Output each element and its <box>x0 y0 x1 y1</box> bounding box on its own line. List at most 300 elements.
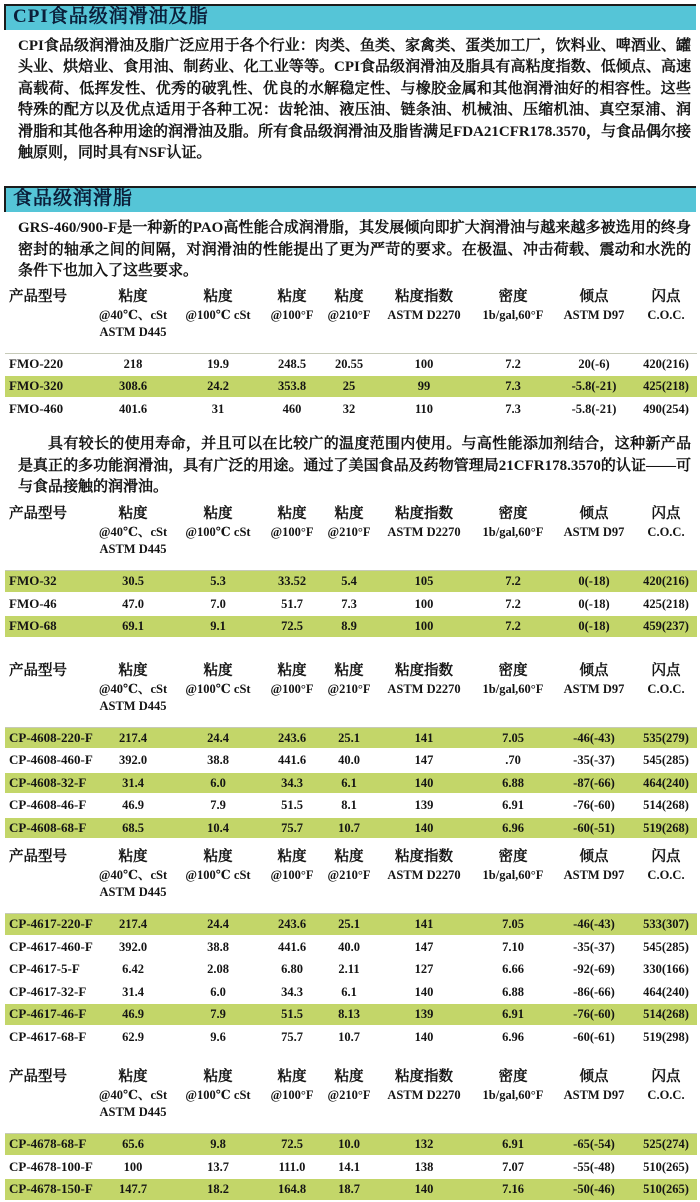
value-cell: 2.11 <box>338 962 360 977</box>
column-header-cell <box>635 698 697 728</box>
column-header-cell <box>175 541 261 571</box>
value-cell: 7.3 <box>505 379 521 394</box>
value-cell: 31.4 <box>122 984 144 999</box>
value-cell: 10.4 <box>207 820 229 835</box>
column-header-cell: 粘度 <box>118 506 148 523</box>
column-header-cell <box>375 884 473 914</box>
value-cell: 441.6 <box>277 753 307 768</box>
value-cell: 514(268) <box>643 798 689 813</box>
column-header-cell: ASTM D2270 <box>387 307 461 322</box>
value-cell: 248.5 <box>277 356 307 371</box>
value-cell: 25 <box>342 379 356 394</box>
value-cell: 140 <box>414 820 434 835</box>
product-model-cell: FMO-320 <box>9 378 64 394</box>
value-cell: 392.0 <box>118 753 148 768</box>
value-cell: 25.1 <box>338 730 360 745</box>
value-cell: -5.8(-21) <box>571 401 617 416</box>
value-cell: 510(265) <box>643 1159 689 1174</box>
column-header-cell <box>553 698 635 728</box>
product-model-cell: CP-4608-68-F <box>9 819 87 835</box>
value-cell: 7.10 <box>502 939 524 954</box>
column-header-cell <box>323 324 375 354</box>
value-cell: 147.7 <box>118 1182 148 1197</box>
column-header-cell: 粘度 <box>334 662 364 679</box>
column-header-cell: @100°F <box>270 307 314 322</box>
column-header-cell: @100℃ cSt <box>185 868 251 883</box>
value-cell: 7.05 <box>502 917 524 932</box>
product-model-cell: FMO-32 <box>9 573 57 589</box>
column-header-cell: @210°F <box>327 525 371 540</box>
column-header-cell: C.O.C. <box>647 525 685 540</box>
value-cell: 72.5 <box>281 1137 303 1152</box>
column-header-cell <box>553 324 635 354</box>
value-cell: 510(265) <box>643 1182 689 1197</box>
table-header-row <box>5 307 697 324</box>
value-cell: 519(268) <box>643 820 689 835</box>
value-cell: -35(-37) <box>573 939 615 954</box>
value-cell: 6.91 <box>502 1007 524 1022</box>
column-header-cell <box>175 324 261 354</box>
column-header-cell: 粘度指数 <box>395 1069 453 1086</box>
value-cell: 425(218) <box>643 596 689 611</box>
column-header-cell <box>473 1104 553 1134</box>
product-model-cell: CP-4608-46-F <box>9 797 87 813</box>
product-model-cell: FMO-68 <box>9 618 57 634</box>
table-row <box>5 398 697 421</box>
value-cell: 110 <box>414 401 434 416</box>
column-header-cell: 闪点 <box>651 662 681 679</box>
value-cell: 139 <box>414 1007 434 1022</box>
product-model-cell: CP-4617-68-F <box>9 1028 87 1044</box>
column-header-cell: 1b/gal,60°F <box>482 525 544 540</box>
value-cell: 34.3 <box>281 775 303 790</box>
value-cell: 6.91 <box>502 1137 524 1152</box>
value-cell: 140 <box>414 1182 434 1197</box>
value-cell: 7.9 <box>210 798 226 813</box>
value-cell: 31 <box>211 401 225 416</box>
column-header-cell <box>375 541 473 571</box>
column-header-cell: 粘度 <box>334 506 364 523</box>
value-cell: 7.2 <box>505 619 521 634</box>
column-header-cell: 1b/gal,60°F <box>482 868 544 883</box>
column-header-cell: @100℃ cSt <box>185 681 251 696</box>
value-cell: -86(-66) <box>573 984 615 999</box>
column-header-cell <box>323 698 375 728</box>
column-header-cell <box>261 324 323 354</box>
value-cell: 7.0 <box>210 596 226 611</box>
column-header-cell: 密度 <box>498 662 528 679</box>
column-header-cell: @100℃ cSt <box>185 525 251 540</box>
value-cell: 9.8 <box>210 1137 226 1152</box>
value-cell: 65.6 <box>122 1137 144 1152</box>
column-header-cell: 闪点 <box>651 506 681 523</box>
value-cell: -65(-54) <box>573 1137 615 1152</box>
column-header-cell: @210°F <box>327 681 371 696</box>
value-cell: 62.9 <box>122 1029 144 1044</box>
column-header-cell: ASTM D445 <box>99 324 167 339</box>
value-cell: 6.96 <box>502 1029 524 1044</box>
value-cell: 31.4 <box>122 775 144 790</box>
product-model-cell: CP-4608-460-F <box>9 752 93 768</box>
oils-intro-paragraph: CPI食品级润滑油及脂广泛应用于各个行业：肉类、鱼类、家禽类、蛋类加工厂，饮料业、啤酒业、罐头业、烘焙业、食用油、制药业、化工业等等。CPI食品级润滑油及脂具有高粘度指数、低倾点、高速高载荷、低挥发性、优秀的破乳性、优良的水解稳定性、与橡胶金属和其他润滑油好的相容性。这些特殊的配方以及优点适用于各种工况：齿轮油、液压油、链条油、机械油、压缩机油、真空泵浦、润滑脂和其他各种用途的润滑油及脂。所有食品级润滑油及脂皆满足FDA21CFR178.3570，与食品偶尔接触原则，同时具有NSF认证。 <box>18 38 691 162</box>
value-cell: 425(218) <box>643 379 689 394</box>
value-cell: -76(-60) <box>573 1007 615 1022</box>
column-header-cell <box>553 1104 635 1134</box>
spec-table-cp4617 <box>5 848 697 1049</box>
column-header-cell <box>553 884 635 914</box>
value-cell: 132 <box>414 1137 434 1152</box>
table-row <box>5 571 697 593</box>
value-cell: 6.0 <box>210 775 226 790</box>
value-cell: 7.07 <box>502 1159 524 1174</box>
column-header-cell: @100°F <box>270 525 314 540</box>
value-cell: 75.7 <box>281 1029 303 1044</box>
column-header-cell <box>375 1104 473 1134</box>
product-model-cell: FMO-220 <box>9 355 64 371</box>
column-header-cell <box>323 1104 375 1134</box>
column-header-cell <box>323 541 375 571</box>
value-cell: 46.9 <box>122 1007 144 1022</box>
column-header-cell: @210°F <box>327 1088 371 1103</box>
value-cell: 401.6 <box>118 401 148 416</box>
table-row <box>5 772 697 795</box>
value-cell: 6.88 <box>502 984 524 999</box>
value-cell: -50(-46) <box>573 1182 615 1197</box>
product-model-cell: CP-4617-32-F <box>9 983 87 999</box>
product-model-cell: CP-4608-32-F <box>9 774 87 790</box>
table-row <box>5 1178 697 1201</box>
column-header-cell: 倾点 <box>579 506 609 523</box>
column-header-cell <box>473 884 553 914</box>
value-cell: -55(-48) <box>573 1159 615 1174</box>
table-row <box>5 1026 697 1049</box>
column-header-cell <box>5 681 91 698</box>
table-row <box>5 1134 697 1156</box>
value-cell: 20(-6) <box>578 356 610 371</box>
table-row <box>5 749 697 772</box>
column-header-cell: 倾点 <box>579 662 609 679</box>
table-row <box>5 727 697 749</box>
column-header-cell <box>175 1104 261 1134</box>
column-header-cell <box>473 324 553 354</box>
column-header-cell: @100°F <box>270 868 314 883</box>
column-header-cell: ASTM D97 <box>563 868 625 883</box>
value-cell: 6.80 <box>281 962 303 977</box>
table-header-row <box>5 541 697 571</box>
column-header-cell <box>375 698 473 728</box>
value-cell: 138 <box>414 1159 434 1174</box>
value-cell: 100 <box>414 596 434 611</box>
value-cell: 7.2 <box>505 356 521 371</box>
value-cell: 32 <box>342 401 356 416</box>
table-row <box>5 958 697 981</box>
value-cell: 140 <box>414 984 434 999</box>
value-cell: 308.6 <box>118 379 148 394</box>
table-header-row <box>5 1104 697 1134</box>
table-header-row <box>5 884 697 914</box>
column-header-cell: 粘度指数 <box>395 506 453 523</box>
value-cell: 218 <box>123 356 143 371</box>
column-header-cell <box>5 1087 91 1104</box>
column-header-cell: @40℃、cSt <box>98 1088 168 1103</box>
value-cell: 490(254) <box>643 401 689 416</box>
value-cell: 51.5 <box>281 798 303 813</box>
column-header-cell: 粘度 <box>118 1069 148 1086</box>
value-cell: 100 <box>414 356 434 371</box>
column-header-cell: C.O.C. <box>647 868 685 883</box>
product-model-cell: FMO-46 <box>9 595 57 611</box>
spec-table-fmo-low <box>5 505 697 639</box>
value-cell: 535(279) <box>643 730 689 745</box>
value-cell: 100 <box>414 619 434 634</box>
value-cell: 51.5 <box>281 1007 303 1022</box>
value-cell: 72.5 <box>281 619 303 634</box>
product-model-cell: FMO-460 <box>9 400 64 416</box>
column-header-cell <box>635 541 697 571</box>
column-header-cell: 闪点 <box>651 288 681 305</box>
value-cell: 51.7 <box>281 596 303 611</box>
mid-paragraph: 具有较长的使用寿命，并且可以在比较广的温度范围内使用。与高性能添加剂结合，这种新产品是真正的多功能润滑油，具有广泛的用途。通过了美国食品及药物管理局21CFR178.3570的认证——可与食品接触的润滑油。 <box>18 436 691 495</box>
column-header-cell: 产品型号 <box>9 662 67 679</box>
column-header-cell <box>473 541 553 571</box>
value-cell: 75.7 <box>281 820 303 835</box>
value-cell: 164.8 <box>277 1182 307 1197</box>
column-header-cell: @100°F <box>270 1088 314 1103</box>
column-header-cell: 产品型号 <box>9 288 67 305</box>
table-row <box>5 353 697 375</box>
value-cell: 47.0 <box>122 596 144 611</box>
column-header-cell <box>5 867 91 884</box>
value-cell: -92(-69) <box>573 962 615 977</box>
column-header-cell <box>261 541 323 571</box>
table-header-row <box>5 698 697 728</box>
column-header-cell: ASTM D2270 <box>387 681 461 696</box>
column-header-cell: ASTM D97 <box>563 307 625 322</box>
column-header-cell: 粘度 <box>334 1069 364 1086</box>
column-header-cell: @210°F <box>327 307 371 322</box>
value-cell: 6.0 <box>210 984 226 999</box>
column-header-cell <box>5 307 91 324</box>
column-header-cell: @40℃、cSt <box>98 681 168 696</box>
value-cell: 105 <box>414 574 434 589</box>
product-model-cell: CP-4608-220-F <box>9 729 93 745</box>
column-header-cell: 粘度 <box>334 288 364 305</box>
column-header-cell: 产品型号 <box>9 506 67 523</box>
value-cell: 5.4 <box>341 574 357 589</box>
column-header-cell: 倾点 <box>579 1069 609 1086</box>
column-header-cell: @40℃、cSt <box>98 307 168 322</box>
value-cell: 7.16 <box>502 1182 524 1197</box>
column-header-cell: 闪点 <box>651 849 681 866</box>
section-title-grease: 食品级润滑脂 <box>4 186 696 212</box>
value-cell: 460 <box>282 401 302 416</box>
product-model-cell: CP-4617-220-F <box>9 916 93 932</box>
value-cell: 38.8 <box>207 753 229 768</box>
value-cell: -87(-66) <box>573 775 615 790</box>
value-cell: 139 <box>414 798 434 813</box>
value-cell: 7.3 <box>341 596 357 611</box>
spec-table-cp4608 <box>5 662 697 841</box>
column-header-cell: ASTM D97 <box>563 1088 625 1103</box>
column-header-cell: @100℃ cSt <box>185 1088 251 1103</box>
column-header-cell: ASTM D2270 <box>387 868 461 883</box>
grease-intro-paragraph: GRS-460/900-F是一种新的PAO高性能合成润滑脂，其发展倾向即扩大润滑油与越来越多被选用的终身密封的轴承之间的间隔，对润滑油的性能提出了更为严苛的要求。在极温、冲击荷载、震动和水洗的条件下也加入了这些要求。 <box>18 220 691 280</box>
table-row <box>5 936 697 959</box>
column-header-cell <box>261 698 323 728</box>
product-model-cell: CP-4617-5-F <box>9 961 80 977</box>
column-header-cell: 粘度 <box>277 662 307 679</box>
product-model-cell: CP-4617-46-F <box>9 1006 87 1022</box>
value-cell: 8.1 <box>341 798 357 813</box>
value-cell: 533(307) <box>643 917 689 932</box>
table-row <box>5 981 697 1004</box>
column-header-cell: @210°F <box>327 868 371 883</box>
value-cell: 19.9 <box>207 356 229 371</box>
spec-table-cp4678 <box>5 1068 697 1202</box>
table-header-row <box>5 505 697 524</box>
column-header-cell: 粘度 <box>118 849 148 866</box>
value-cell: 7.2 <box>505 574 521 589</box>
column-header-cell <box>5 541 91 571</box>
value-cell: 141 <box>414 917 434 932</box>
column-header-cell: 倾点 <box>579 288 609 305</box>
value-cell: 10.7 <box>338 1029 360 1044</box>
column-header-cell: 粘度指数 <box>395 662 453 679</box>
value-cell: 38.8 <box>207 939 229 954</box>
value-cell: 34.3 <box>281 984 303 999</box>
value-cell: 525(274) <box>643 1137 689 1152</box>
column-header-cell: ASTM D97 <box>563 681 625 696</box>
table-row <box>5 375 697 398</box>
table-header-row <box>5 288 697 307</box>
value-cell: 6.88 <box>502 775 524 790</box>
value-cell: 464(240) <box>643 775 689 790</box>
value-cell: 392.0 <box>118 939 148 954</box>
value-cell: 217.4 <box>118 730 148 745</box>
column-header-cell <box>473 698 553 728</box>
value-cell: 68.5 <box>122 820 144 835</box>
value-cell: 6.96 <box>502 820 524 835</box>
value-cell: 420(216) <box>643 574 689 589</box>
column-header-cell: 1b/gal,60°F <box>482 681 544 696</box>
value-cell: 10.7 <box>338 820 360 835</box>
value-cell: 14.1 <box>338 1159 360 1174</box>
value-cell: 147 <box>414 939 434 954</box>
value-cell: 6.91 <box>502 798 524 813</box>
value-cell: -5.8(-21) <box>571 379 617 394</box>
value-cell: 8.13 <box>338 1007 360 1022</box>
column-header-cell <box>261 884 323 914</box>
column-header-cell <box>635 1104 697 1134</box>
column-header-cell: 1b/gal,60°F <box>482 1088 544 1103</box>
value-cell: -46(-43) <box>573 917 615 932</box>
value-cell: 69.1 <box>122 619 144 634</box>
value-cell: 514(268) <box>643 1007 689 1022</box>
table-header-row <box>5 662 697 681</box>
column-header-cell: ASTM D97 <box>563 525 625 540</box>
column-header-cell <box>5 524 91 541</box>
value-cell: 25.1 <box>338 917 360 932</box>
column-header-cell: ASTM D445 <box>99 542 167 557</box>
table-row <box>5 1156 697 1179</box>
column-header-cell <box>375 324 473 354</box>
value-cell: 33.52 <box>277 574 307 589</box>
column-header-cell: 粘度 <box>203 288 233 305</box>
table-row <box>5 593 697 616</box>
column-header-cell: 粘度 <box>277 506 307 523</box>
value-cell: 140 <box>414 775 434 790</box>
column-header-cell: 粘度 <box>277 288 307 305</box>
column-header-cell: 粘度 <box>277 1069 307 1086</box>
product-model-cell: CP-4678-68-F <box>9 1136 87 1152</box>
value-cell: 147 <box>414 753 434 768</box>
value-cell: 7.2 <box>505 596 521 611</box>
section-title-oils: CPI食品级润滑油及脂 <box>4 4 696 30</box>
table-row <box>5 615 697 638</box>
value-cell: 6.1 <box>341 984 357 999</box>
value-cell: -46(-43) <box>573 730 615 745</box>
spec-table-fmo-high <box>5 288 697 422</box>
table-row <box>5 794 697 817</box>
value-cell: 420(216) <box>643 356 689 371</box>
value-cell: -60(-61) <box>573 1029 615 1044</box>
value-cell: 7.9 <box>210 1007 226 1022</box>
value-cell: 18.7 <box>338 1182 360 1197</box>
value-cell: 7.05 <box>502 730 524 745</box>
column-header-cell: ASTM D2270 <box>387 1088 461 1103</box>
value-cell: 6.1 <box>341 775 357 790</box>
column-header-cell: 产品型号 <box>9 1069 67 1086</box>
value-cell: 2.08 <box>207 962 229 977</box>
column-header-cell: 粘度 <box>203 1069 233 1086</box>
value-cell: 7.3 <box>505 401 521 416</box>
column-header-cell: @100°F <box>270 681 314 696</box>
table-row <box>5 817 697 840</box>
column-header-cell: 粘度 <box>118 288 148 305</box>
table-header-row <box>5 1087 697 1104</box>
table-header-row <box>5 848 697 867</box>
value-cell: -76(-60) <box>573 798 615 813</box>
column-header-cell <box>175 884 261 914</box>
value-cell: 99 <box>417 379 431 394</box>
value-cell: 243.6 <box>277 917 307 932</box>
column-header-cell <box>5 1104 91 1134</box>
value-cell: 545(285) <box>643 939 689 954</box>
column-header-cell: 密度 <box>498 506 528 523</box>
value-cell: 40.0 <box>338 939 360 954</box>
column-header-cell <box>5 884 91 914</box>
value-cell: 5.3 <box>210 574 226 589</box>
column-header-cell: 粘度 <box>277 849 307 866</box>
column-header-cell: 密度 <box>498 849 528 866</box>
value-cell: 9.1 <box>210 619 226 634</box>
value-cell: 464(240) <box>643 984 689 999</box>
value-cell: 6.42 <box>122 962 144 977</box>
table-row <box>5 1003 697 1026</box>
value-cell: 243.6 <box>277 730 307 745</box>
product-model-cell: CP-4678-100-F <box>9 1158 93 1174</box>
table-header-row <box>5 681 697 698</box>
value-cell: 353.8 <box>277 379 307 394</box>
column-header-cell: C.O.C. <box>647 1088 685 1103</box>
value-cell: 13.7 <box>207 1159 229 1174</box>
value-cell: 8.9 <box>341 619 357 634</box>
column-header-cell <box>175 698 261 728</box>
value-cell: 46.9 <box>122 798 144 813</box>
column-header-cell: 粘度 <box>203 849 233 866</box>
column-header-cell <box>323 884 375 914</box>
value-cell: -35(-37) <box>573 753 615 768</box>
